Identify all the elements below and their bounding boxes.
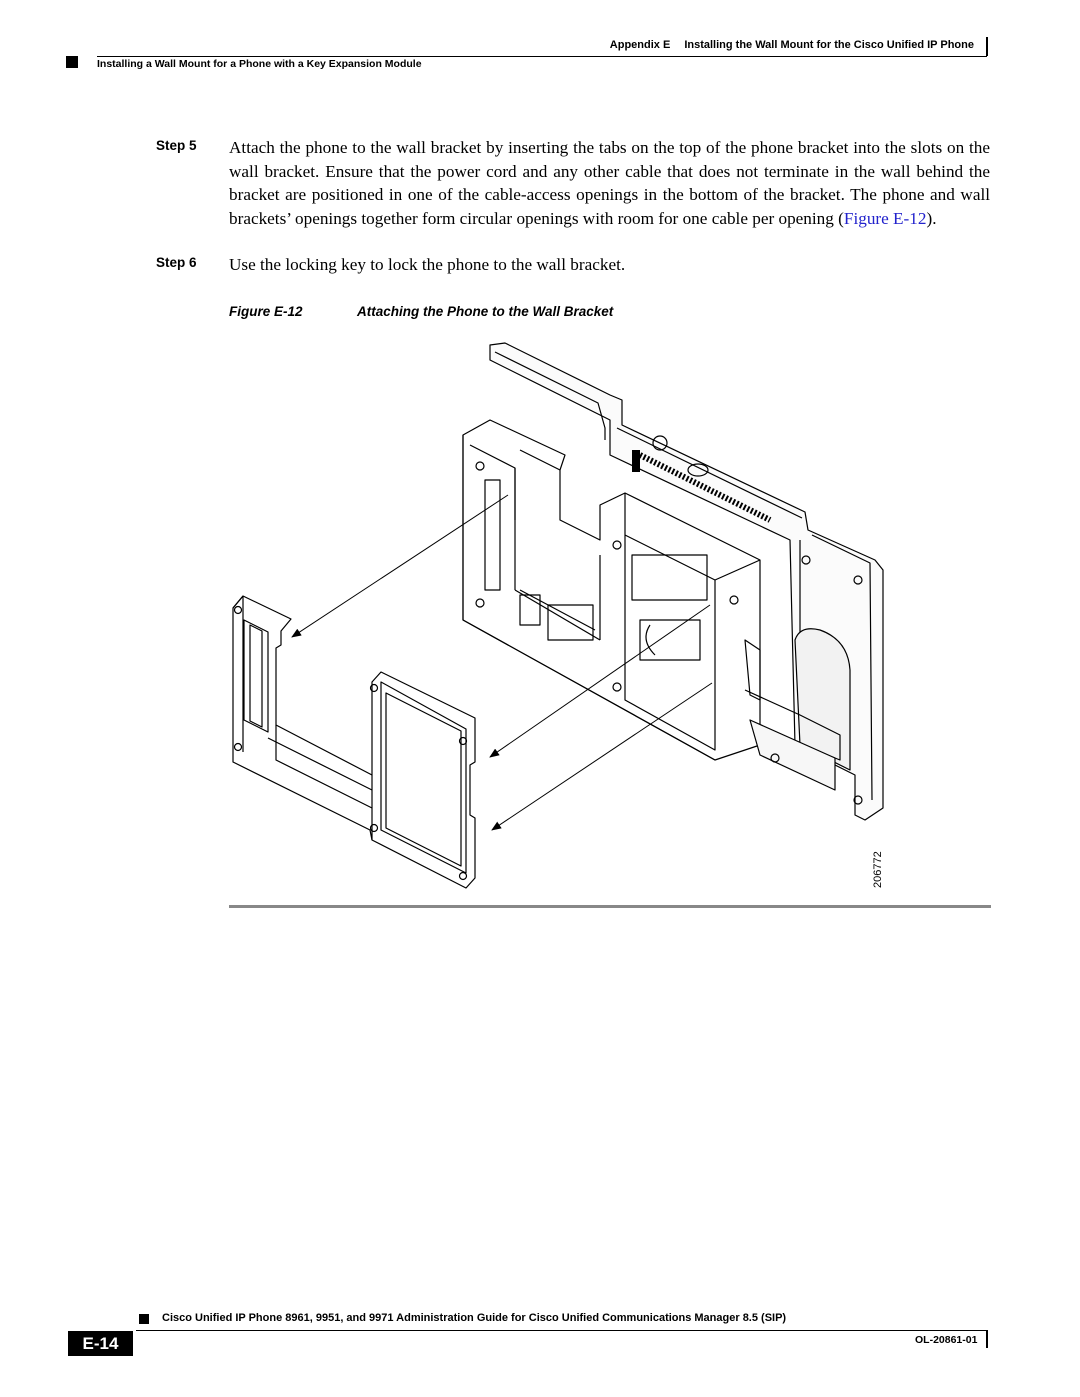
footer-vertical-bar <box>986 1330 988 1348</box>
header-vertical-bar <box>986 37 988 56</box>
appendix-label: Appendix E <box>609 39 671 51</box>
figure-id: 206772 <box>872 851 884 888</box>
footer-title: Cisco Unified IP Phone 8961, 9951, and 9971 Administration Guide for Cisco Unified Communications Manager 8.5 (SIP) <box>162 1312 787 1324</box>
section-header: Installing a Wall Mount for a Phone with a Key Expansion Module <box>97 58 422 70</box>
step-6 <box>156 253 990 277</box>
step-5-tail: ). <box>926 208 937 228</box>
wall-mount-illustration <box>220 330 890 900</box>
figure-e12-link[interactable]: Figure E-12 <box>843 208 927 228</box>
figure-caption <box>229 304 614 319</box>
running-header <box>610 39 974 51</box>
figure-number: Figure E-12 <box>229 304 303 319</box>
step-5-body: Attach the phone to the wall bracket by inserting the tabs on the top of the phone bracket into the slots on the wall bracket. Ensure that the power cord and any other cable that does not terminate in the wall behind the bracket are positioned in one of the cable-access openings in the bottom of the bracket. The phone and wall brackets’ openings together form circular openings with room for one cable per opening ( <box>229 138 990 228</box>
document-number: OL-20861-01 <box>915 1334 978 1346</box>
step-6-label: Step 6 <box>156 255 197 270</box>
step-5-text <box>229 136 990 230</box>
step-5-label: Step 5 <box>156 138 197 153</box>
step-5 <box>156 136 990 230</box>
appendix-title: Installing the Wall Mount for the Cisco Unified IP Phone <box>684 39 974 51</box>
phone-bracket <box>463 420 840 790</box>
footer-marker-square <box>139 1314 149 1324</box>
header-rule <box>97 56 987 57</box>
figure-title: Attaching the Phone to the Wall Bracket <box>357 304 614 319</box>
figure-bottom-rule <box>229 905 991 908</box>
arrow-lower-tab <box>492 683 712 830</box>
header-marker-square <box>66 56 78 68</box>
wall-bracket <box>233 596 475 888</box>
page-number: E-14 <box>68 1331 133 1356</box>
step-6-text: Use the locking key to lock the phone to the wall bracket. <box>229 255 626 274</box>
footer-rule <box>136 1330 988 1331</box>
